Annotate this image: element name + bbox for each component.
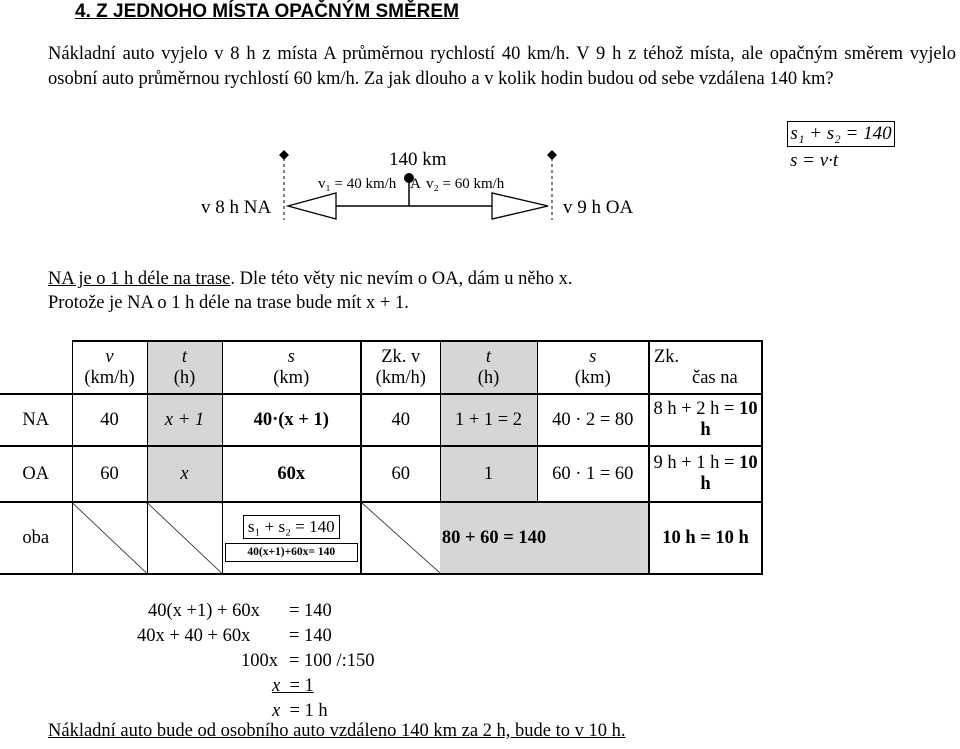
diagram-point: A (410, 176, 421, 192)
solution-step-4: x = 1 (272, 676, 314, 696)
header-zk-v: Zk. v (km/h) (361, 341, 440, 394)
oba-expanded-equation: 40(x+1)+60x= 140 (225, 543, 359, 562)
row-label: OA (0, 446, 72, 502)
cell-zk-s: 40 · 2 = 80 (537, 394, 649, 446)
table-row-oba (0, 502, 762, 574)
cell-v: 60 (72, 446, 147, 502)
cell-zk-v: 60 (361, 446, 440, 502)
table-row-oa (0, 446, 762, 502)
header-zk-s: s (km) (537, 341, 649, 394)
oba-equation: s₁ + s₂ = 140 (243, 515, 340, 539)
cell-zk-cas: 9 h + 1 h = 10 h (649, 446, 762, 502)
solution-step-3: 100x (241, 651, 278, 671)
header-v: v (km/h) (72, 341, 147, 394)
formula-sum-box (787, 121, 895, 147)
cell-zk-t: 1 (440, 446, 537, 502)
solution-step-2: 40x + 40 + 60x (137, 626, 251, 646)
solution-step-3-right: = 100 /:150 (289, 651, 375, 671)
row-label: oba (0, 502, 72, 574)
solution-table (0, 340, 763, 575)
diagram-right-label: v 9 h OA (563, 197, 634, 218)
solution-step-5: x = 1 h (272, 701, 328, 721)
header-t: t (h) (147, 341, 222, 394)
solution-step-2-right: = 140 (289, 626, 332, 646)
cell-zk-s-oba: 80 + 60 = 140 (440, 502, 649, 574)
cell-zk-cas: 8 h + 2 h = 10 h (649, 394, 762, 446)
table-row-na (0, 394, 762, 446)
cell-zk-s: 60 · 1 = 60 (537, 446, 649, 502)
header-s: s (km) (222, 341, 361, 394)
cell-s: 40·(x + 1) (222, 394, 361, 446)
cell-t-empty (147, 502, 222, 574)
diagram-v1: v₁ = 40 km/h (318, 176, 397, 192)
diagram-distance: 140 km (389, 149, 447, 170)
cell-zk-t: 1 + 1 = 2 (440, 394, 537, 446)
diagram-v2: v₂ = 60 km/h (426, 176, 505, 192)
exercise-title: 4. Z JEDNOHO MÍSTA OPAČNÝM SMĚREM (75, 1, 459, 22)
cell-v: 40 (72, 394, 147, 446)
solution-step-1: 40(x +1) + 60x (148, 601, 260, 621)
header-zk-cas: Zk. čas na (649, 341, 762, 394)
answer-text: Nákladní auto bude od osobního auto vzdáleno 140 km za 2 h, bude to v 10 h. (48, 721, 626, 741)
cell-t: x (147, 446, 222, 502)
header-zk-t: t (h) (440, 341, 537, 394)
note-line-1: NA je o 1 h déle na trase. Dle této věty nic nevím o OA, dám u něho x. (48, 269, 573, 289)
solution-step-1-right: = 140 (289, 601, 332, 621)
cell-zk-cas-oba: 10 h = 10 h (649, 502, 762, 574)
cell-zk-v-empty (361, 502, 440, 574)
formula-basic: s = v·t (790, 150, 839, 171)
row-label: NA (0, 394, 72, 446)
cell-v-empty (72, 502, 147, 574)
problem-text: Nákladní auto vyjelo v 8 h z místa A průměrnou rychlostí 40 km/h. V 9 h z téhož místa, ale opačným směrem vyjelo osobní auto průměrnou rychlostí 60 km/h. Za jak dlouho a v kolik hodin budou od sebe vzdálena 140 km? (48, 44, 956, 89)
cell-t: x + 1 (147, 394, 222, 446)
cell-s: 60x (222, 446, 361, 502)
cell-s-oba (222, 502, 361, 574)
diagram-left-label: v 8 h NA (201, 197, 272, 218)
note-line-2: Protože je NA o 1 h déle na trase bude mít x + 1. (48, 293, 409, 313)
formula-sum: s₁ + s₂ = 140 (790, 123, 892, 144)
cell-zk-v: 40 (361, 394, 440, 446)
